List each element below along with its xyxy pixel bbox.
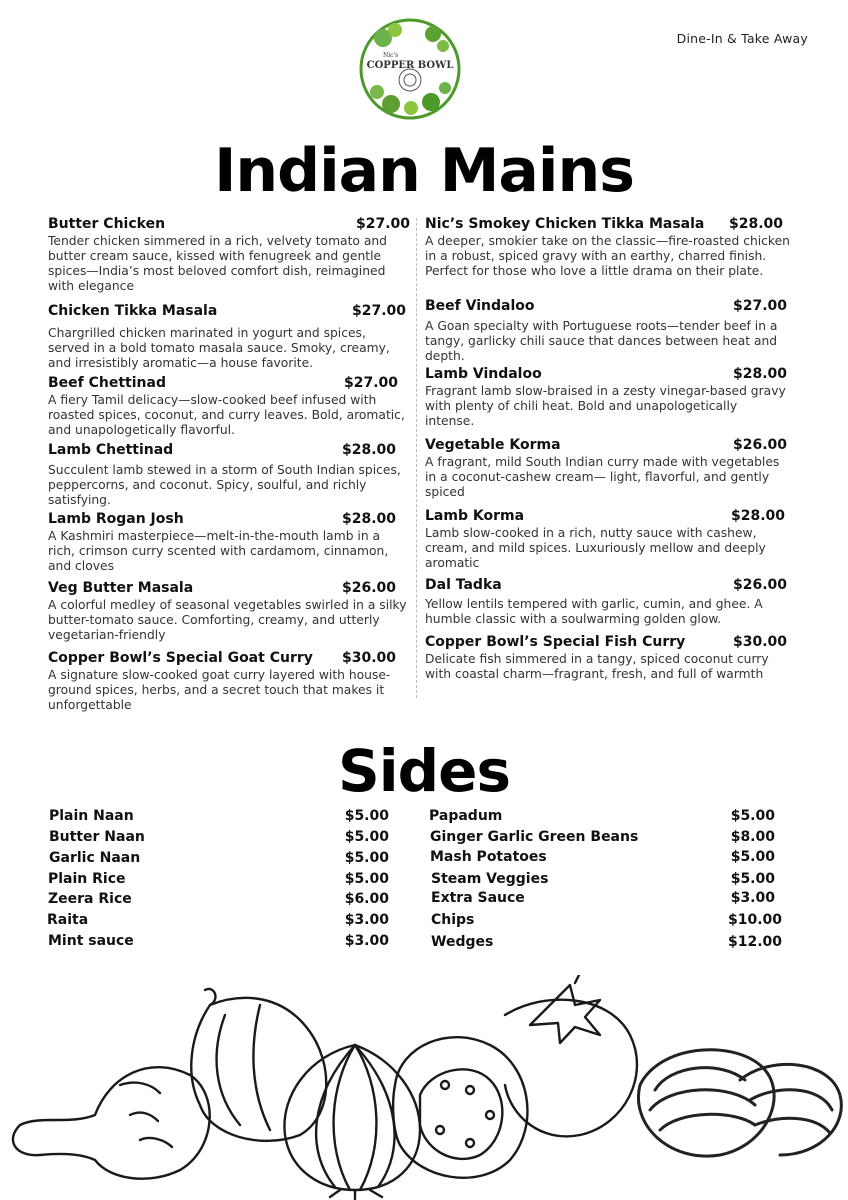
- side-item: [48, 871, 389, 887]
- side-name: Ginger Garlic Green Beans: [430, 829, 639, 845]
- menu-item: [425, 216, 797, 279]
- side-item: [431, 912, 782, 928]
- drumstick-icon: [13, 1067, 210, 1179]
- item-description: Tender chicken simmered in a rich, velvety tomato and butter cream sauce, kissed with fenugreek and gentle spices—India’s most beloved comfort dish, reimagined with elegance: [48, 234, 387, 293]
- side-price: $5.00: [344, 850, 389, 866]
- side-item: [431, 871, 775, 887]
- side-name: Garlic Naan: [49, 850, 141, 866]
- side-name: Papadum: [429, 808, 503, 824]
- item-name: Lamb Vindaloo: [425, 366, 542, 382]
- menu-item: [48, 303, 406, 371]
- item-name: Vegetable Korma: [425, 437, 561, 453]
- side-name: Mash Potatoes: [430, 849, 547, 865]
- item-price: $28.00: [341, 442, 396, 458]
- item-name: Lamb Korma: [425, 508, 525, 524]
- menu-item: [48, 375, 410, 438]
- item-price: $28.00: [732, 366, 787, 382]
- item-price: $26.00: [732, 437, 787, 453]
- pasta-nest-icon: [638, 1050, 841, 1156]
- item-description: A fragrant, mild South Indian curry made with vegetables in a coconut-cashew cream— light, flavorful, and gently spiced: [425, 455, 780, 499]
- onion-icon: [191, 989, 326, 1141]
- side-item: [430, 849, 775, 865]
- mains-heading: Indian Mains: [214, 136, 634, 206]
- side-item: [431, 890, 775, 906]
- menu-item: [48, 442, 410, 508]
- item-price: $26.00: [341, 580, 396, 596]
- side-price: $5.00: [730, 849, 775, 865]
- menu-item: [425, 569, 787, 627]
- item-price: $27.00: [732, 298, 787, 314]
- side-price: $5.00: [344, 808, 389, 824]
- service-tagline: Dine-In & Take Away: [676, 31, 808, 46]
- side-price: $3.00: [344, 933, 389, 949]
- item-price: $30.00: [732, 634, 787, 650]
- side-name: Wedges: [431, 934, 494, 950]
- item-description: Yellow lentils tempered with garlic, cumin, and ghee. A humble classic with a soulwarming golden glow.: [425, 597, 763, 626]
- menu-item: [425, 634, 787, 682]
- item-price: $26.00: [732, 577, 787, 593]
- side-item: [47, 912, 389, 928]
- side-price: $3.00: [344, 912, 389, 928]
- item-description: A signature slow-cooked goat curry layered with house-ground spices, herbs, and a secret touch that makes it unforgettable: [48, 668, 391, 712]
- item-name: Lamb Rogan Josh: [48, 511, 184, 527]
- item-name: Beef Vindaloo: [425, 298, 535, 314]
- item-description: Fragrant lamb slow-braised in a zesty vinegar-based gravy with plenty of chili heat. Bold and unapologetically intense.: [425, 384, 786, 428]
- restaurant-logo: [359, 18, 461, 120]
- menu-item: [48, 650, 410, 713]
- menu-item: [425, 366, 787, 429]
- side-price: $8.00: [730, 829, 775, 845]
- item-name: Dal Tadka: [425, 577, 502, 593]
- side-name: Butter Naan: [49, 829, 145, 845]
- item-description: Lamb slow-cooked in a rich, nutty sauce with cashew, cream, and mild spices. Luxuriously mellow and deeply aromatic: [425, 526, 766, 570]
- side-item: [49, 850, 389, 866]
- menu-item: [425, 437, 787, 500]
- side-name: Mint sauce: [48, 933, 134, 949]
- side-price: $6.00: [344, 891, 389, 907]
- side-price: $3.00: [730, 890, 775, 906]
- item-description: Chargrilled chicken marinated in yogurt and spices, served in a bold tomato masala sauce. Smoky, creamy, and irresistibly aromatic—a house favorite.: [48, 326, 390, 370]
- side-name: Steam Veggies: [431, 871, 549, 887]
- side-name: Extra Sauce: [431, 890, 525, 906]
- item-description: A deeper, smokier take on the classic—fire-roasted chicken in a robust, spiced gravy with an earthy, charred finish. Perfect for those who love a little drama on their plate.: [425, 234, 790, 278]
- item-price: $27.00: [351, 303, 406, 319]
- side-item: [431, 934, 782, 950]
- item-name: Lamb Chettinad: [48, 442, 174, 458]
- item-name: Butter Chicken: [48, 216, 166, 232]
- sides-heading: Sides: [337, 737, 511, 805]
- side-name: Raita: [47, 912, 89, 928]
- side-item: [429, 808, 775, 824]
- side-name: Plain Naan: [49, 808, 134, 824]
- item-description: A Goan specialty with Portuguese roots—tender beef in a tangy, garlicky chili sauce that dances between heat and depth.: [425, 319, 778, 363]
- item-name: Copper Bowl’s Special Fish Curry: [425, 634, 686, 650]
- menu-item: [425, 298, 787, 364]
- item-description: A colorful medley of seasonal vegetables swirled in a silky butter-tomato sauce. Comforting, creamy, and utterly vegetarian-friendly: [48, 598, 407, 642]
- item-description: A Kashmiri masterpiece—melt-in-the-mouth lamb in a rich, crimson curry scented with cardamom, cinnamon, and cloves: [48, 529, 389, 573]
- item-description: A fiery Tamil delicacy—slow-cooked beef infused with roasted spices, coconut, and curry leaves. Bold, aromatic, and unapologetically flavorful.: [48, 393, 405, 437]
- side-name: Zeera Rice: [48, 891, 132, 907]
- side-name: Chips: [431, 912, 475, 928]
- item-description: Delicate fish simmered in a tangy, spiced coconut curry with coastal charm—fragrant, fresh, and full of warmth: [425, 652, 769, 681]
- side-price: $5.00: [730, 808, 775, 824]
- item-price: $27.00: [355, 216, 410, 232]
- menu-item: [48, 216, 410, 294]
- tomato-icon: [505, 975, 637, 1136]
- logo-small-text: Nic's: [383, 52, 399, 59]
- menu-item: [425, 500, 797, 571]
- item-name: Nic’s Smokey Chicken Tikka Masala: [425, 216, 705, 232]
- item-price: $28.00: [728, 216, 783, 232]
- item-description: Succulent lamb stewed in a storm of South Indian spices, peppercorns, and coconut. Spicy, soulful, and richly satisfying.: [48, 463, 401, 507]
- side-item: [48, 891, 389, 907]
- menu-item: [48, 511, 410, 574]
- side-name: Plain Rice: [48, 871, 126, 887]
- item-price: $28.00: [341, 511, 396, 527]
- logo-text: COPPER BOWL: [366, 60, 454, 71]
- item-name: Copper Bowl’s Special Goat Curry: [48, 650, 313, 666]
- side-item: [49, 829, 389, 845]
- item-price: $27.00: [343, 375, 398, 391]
- side-item: [49, 808, 389, 824]
- column-divider: [416, 218, 417, 698]
- side-price: $5.00: [730, 871, 775, 887]
- side-price: $5.00: [344, 829, 389, 845]
- side-price: $12.00: [727, 934, 782, 950]
- item-name: Chicken Tikka Masala: [48, 303, 218, 319]
- item-price: $30.00: [341, 650, 396, 666]
- side-price: $10.00: [727, 912, 782, 928]
- item-name: Veg Butter Masala: [48, 580, 194, 596]
- side-item: [430, 829, 775, 845]
- side-price: $5.00: [344, 871, 389, 887]
- menu-item: [48, 580, 410, 643]
- side-item: [48, 933, 389, 949]
- item-price: $28.00: [730, 508, 785, 524]
- item-name: Beef Chettinad: [48, 375, 166, 391]
- vegetable-illustration-icon: [0, 975, 848, 1200]
